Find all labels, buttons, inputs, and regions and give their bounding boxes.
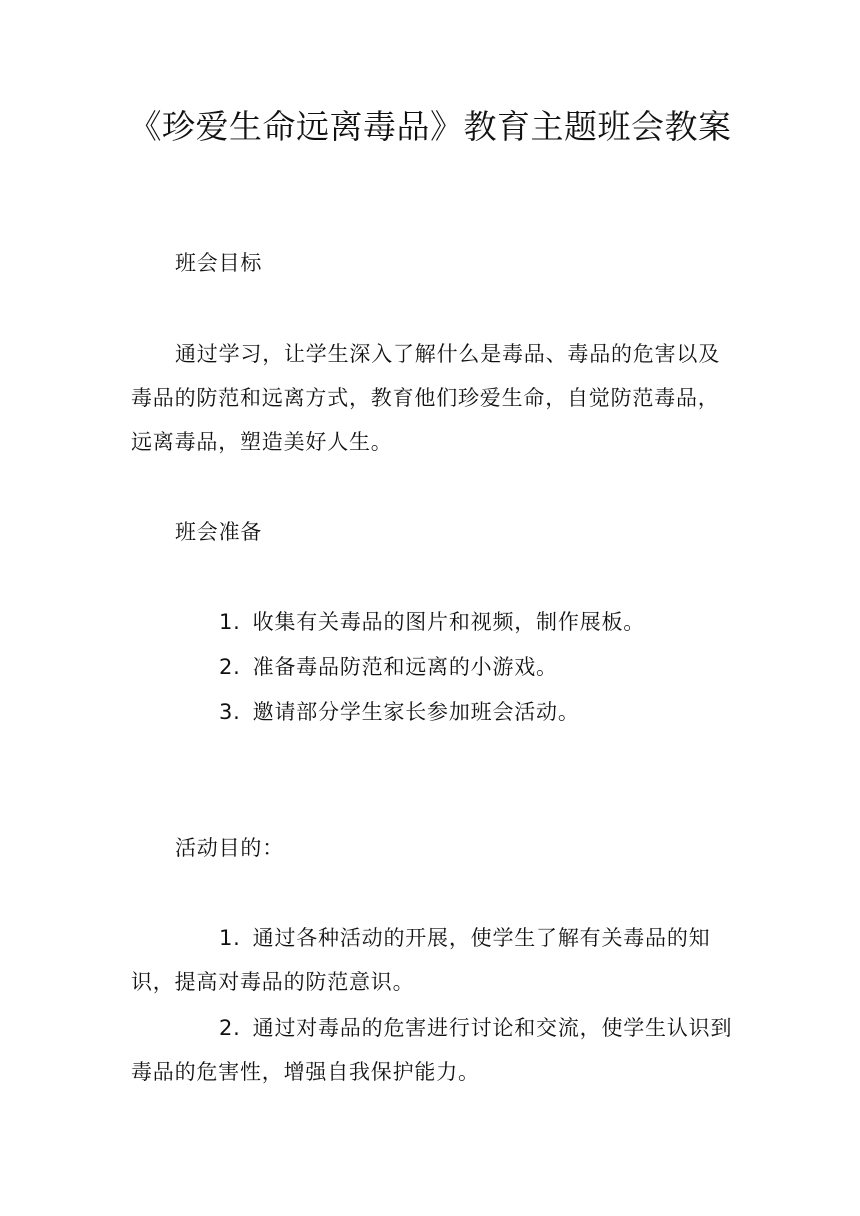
list-text: 通过各种活动的开展，使学生了解有关毒品的知识，提高对毒品的防范意识。 [131,926,711,994]
activity-list-item [131,916,741,1004]
list-number: 1. [219,926,241,950]
list-number: 1. [219,610,241,634]
list-text: 通过对毒品的危害进行讨论和交流，使学生认识到毒品的危害性，增强自我保护能力。 [131,1016,733,1084]
prep-list-item [131,645,741,689]
list-number: 2. [219,655,241,679]
list-text: 收集有关毒品的图片和视频，制作展板。 [252,610,646,634]
section-heading-activity-purpose: 活动目的： [175,836,284,860]
page-title: 《珍爱生命远离毒品》教育主题班会教案 [128,107,732,146]
goal-paragraph: 通过学习，让学生深入了解什么是毒品、毒品的危害以及毒品的防范和远离方式，教育他们珍爱生命，自觉防范毒品，远离毒品，塑造美好人生。 [131,342,720,454]
prep-list-item [131,600,741,644]
list-text: 邀请部分学生家长参加班会活动。 [252,700,580,724]
prep-list-item [131,690,741,734]
list-number: 2. [219,1016,241,1040]
activity-list-item [131,1006,741,1094]
section-heading-goal: 班会目标 [175,251,263,275]
list-text: 准备毒品防范和远离的小游戏。 [252,655,558,679]
list-number: 3. [219,700,241,724]
section-heading-preparation: 班会准备 [175,520,263,544]
